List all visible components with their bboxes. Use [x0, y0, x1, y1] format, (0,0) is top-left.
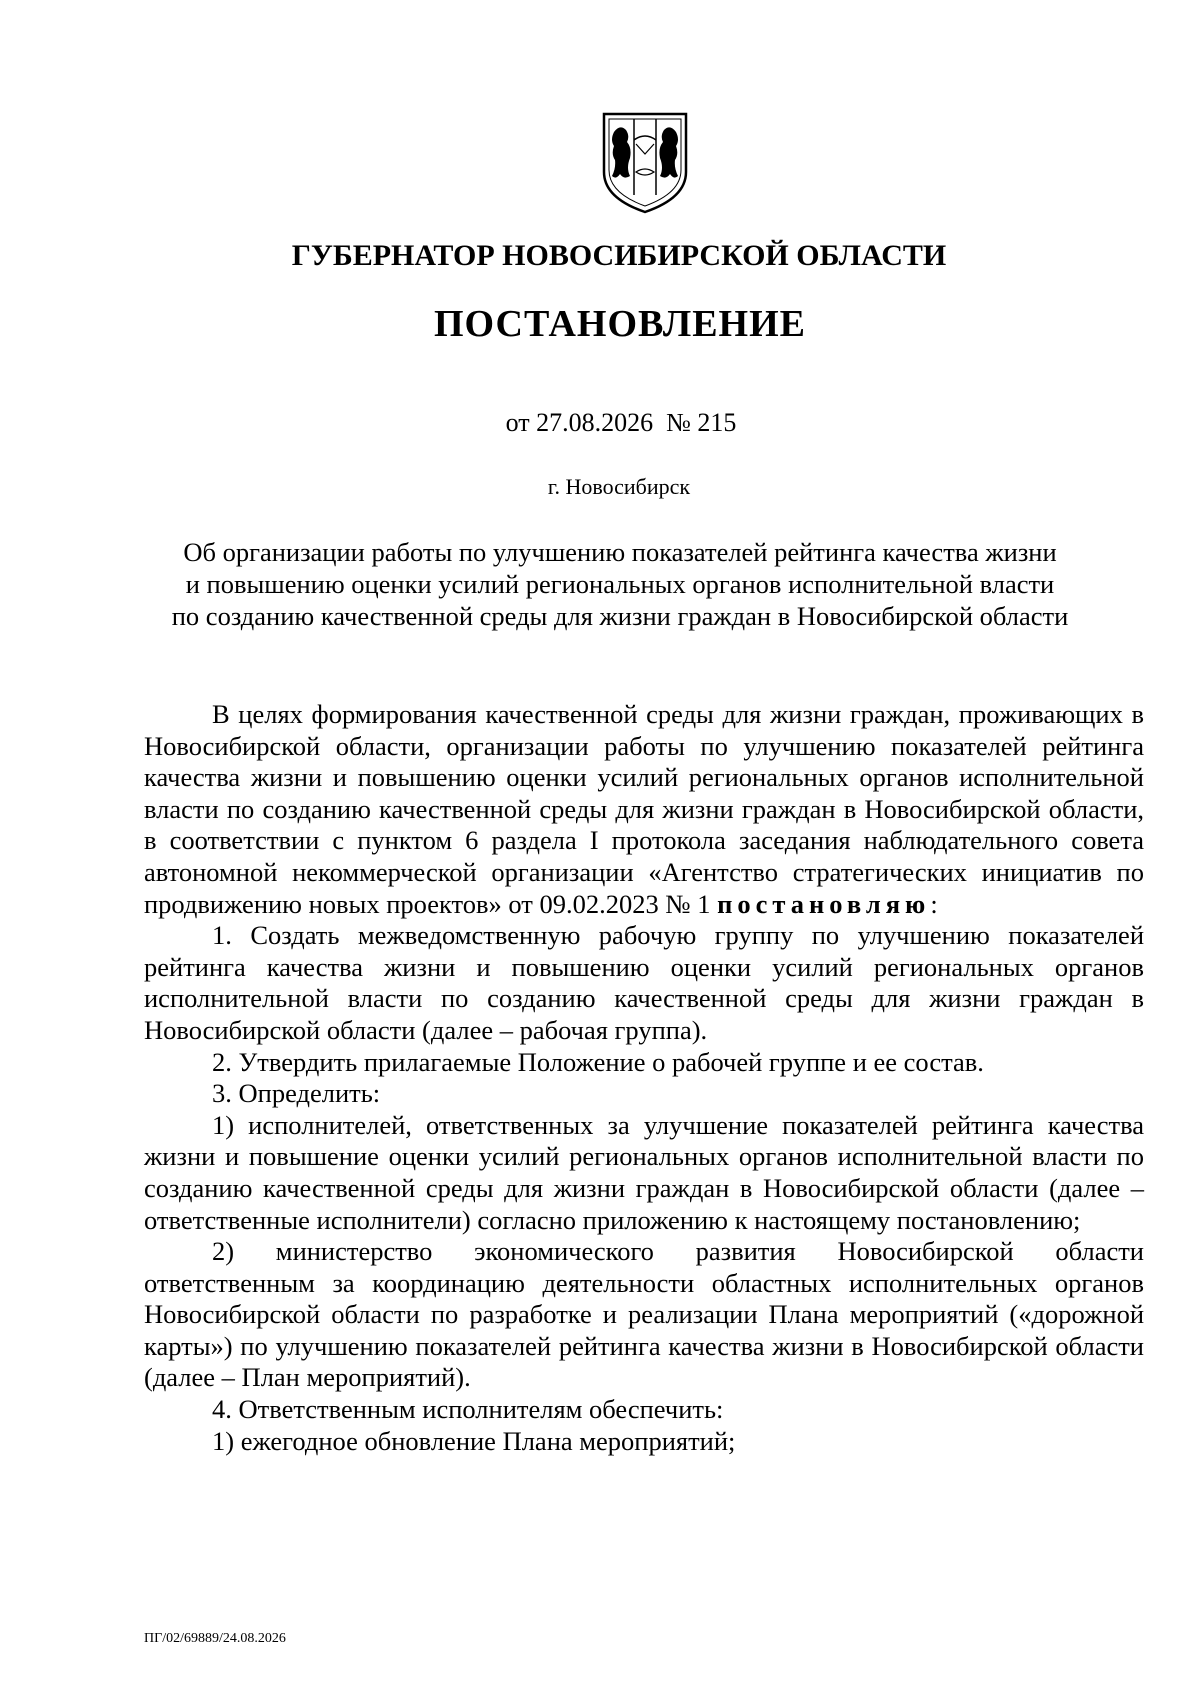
- decree-colon: :: [930, 888, 938, 919]
- registration-code: ПГ/02/69889/24.08.2026: [144, 1631, 286, 1646]
- document-body: [144, 699, 1144, 1457]
- document-type: ПОСТАНОВЛЕНИЕ: [433, 303, 807, 345]
- document-number: № 215: [666, 408, 737, 437]
- title-line-2: и повышению оценки усилий региональных органов исполнительной власти: [185, 569, 1055, 599]
- title-line-1: Об организации работы по улучшению показателей рейтинга качества жизни: [183, 537, 1057, 567]
- clause-3-item-1: 1) исполнителей, ответственных за улучшение показателей рейтинга качества жизни и повышение оценки усилий региональных органов исполнительной власти по созданию качественной среды для жизни граждан в Новосибирской области (далее – ответственные исполнители) согласно приложению к настоящему постановлению;: [144, 1109, 1144, 1235]
- clause-3-item-2: 2) министерство экономического развития Новосибирской области ответственным за координацию деятельности областных исполнительных органов Новосибирской области по разработке и реализации Плана мероприятий («дорожной карты») по улучшению показателей рейтинга качества жизни в Новосибирской области (далее – План мероприятий).: [144, 1236, 1144, 1393]
- title-line-3: по созданию качественной среды для жизни граждан в Новосибирской области: [171, 601, 1069, 631]
- document-date: от 27.08.2026: [505, 408, 654, 437]
- preamble-paragraph: [144, 699, 1144, 920]
- issuing-authority: ГУБЕРНАТОР НОВОСИБИРСКОЙ ОБЛАСТИ: [291, 239, 947, 272]
- preamble-text: В целях формирования качественной среды для жизни граждан, проживающих в Новосибирской области, организации работы по улучшению показателей рейтинга качества жизни и повышению оценки усилий региональных органов исполнительной власти по созданию качественной среды для жизни граждан в Новосибирской области, в соответствии с пунктом 6 раздела I протокола заседания наблюдательного совета автономной некоммерческой организации «Агентство стратегических инициатив по продвижению новых проектов» от 09.02.2023 № 1: [144, 699, 1144, 919]
- document-title: [120, 536, 1120, 632]
- coat-of-arms-icon: [600, 110, 690, 215]
- clause-2: 2. Утвердить прилагаемые Положение о рабочей группе и ее состав.: [212, 1046, 984, 1077]
- document-date-number: [0, 407, 1200, 439]
- clause-3: 3. Определить:: [212, 1078, 381, 1109]
- clause-1: 1. Создать межведомственную рабочую группу по улучшению показателей рейтинга качества жизни и повышению оценки усилий региональных органов исполнительной власти по созданию качественной среды для жизни граждан в Новосибирской области (далее – рабочая группа).: [144, 920, 1144, 1045]
- decree-word: постановляю: [717, 888, 931, 919]
- document-city: г. Новосибирск: [547, 474, 691, 499]
- clause-4-item-1: 1) ежегодное обновление Плана мероприятий;: [212, 1425, 736, 1456]
- clause-4: 4. Ответственным исполнителям обеспечить:: [212, 1394, 724, 1425]
